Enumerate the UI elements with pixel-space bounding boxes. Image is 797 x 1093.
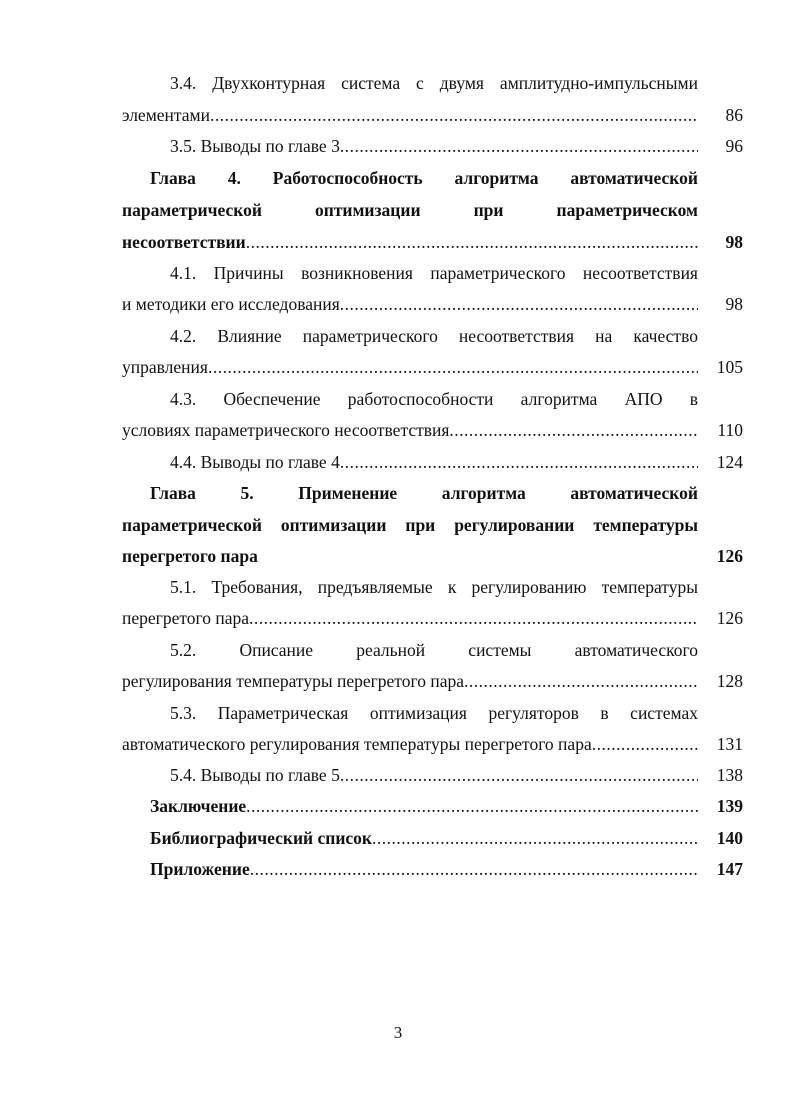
toc-3-4-text-1-word: двумя (439, 73, 484, 93)
toc-ch4-line-3 (122, 229, 698, 255)
toc-4-2-line-2 (122, 354, 698, 380)
toc-appendix-page: 147 (716, 859, 743, 879)
toc-5-3-line-1 (122, 700, 698, 726)
toc-ch5-line-2 (122, 512, 698, 538)
toc-3-4-text-1-word: Двухконтурная (212, 73, 326, 93)
toc-4-2-text-1-word: 4.2. (170, 326, 197, 346)
toc-ch4-text-3: несоответствии (122, 232, 246, 252)
toc-4-4-text: 4.4. Выводы по главе 4 (170, 452, 340, 472)
leader-dots (449, 417, 698, 443)
toc-4-3-text-1-word: алгоритма (520, 389, 598, 409)
toc-5-2-line-1 (122, 637, 698, 663)
toc-conclusion-page: 139 (716, 796, 743, 816)
toc-5-3-text-1-word: оптимизация (369, 703, 467, 723)
toc-ch5-text-3: перегретого пара (122, 546, 258, 566)
toc-4-3-text-1-word: Обеспечение (223, 389, 321, 409)
toc-5-3-text-1-word: Параметрическая (217, 703, 349, 723)
toc-ch4-text-1-word: алгоритма (454, 168, 539, 188)
toc-conclusion-text: Заключение (150, 796, 247, 816)
leader-dots (340, 291, 698, 317)
toc-ch5-page: 126 (716, 546, 743, 566)
toc-4-2-text-1-word: параметрического (302, 326, 438, 346)
toc-4-3-text-1-word: работоспособности (347, 389, 494, 409)
toc-4-1-text-1-word: параметрического (430, 263, 566, 283)
toc-appendix-line (150, 856, 698, 882)
toc-5-1-text-1-word: 5.1. (170, 577, 197, 597)
toc-ch4-text-1-word: автоматической (570, 168, 698, 188)
toc-5-3-text-1-word: 5.3. (170, 703, 197, 723)
toc-5-4-page: 138 (716, 765, 743, 785)
toc-5-2-page: 128 (716, 671, 743, 691)
leader-dots (340, 449, 698, 475)
toc-ch4-line-2 (122, 197, 698, 223)
toc-ch5-text-1-word: алгоритма (441, 483, 526, 503)
toc-ch4-line-1 (122, 165, 698, 191)
toc-bibliography-page: 140 (716, 828, 743, 848)
toc-3-4-text-1-word: система (341, 73, 401, 93)
toc-ch4-page: 98 (725, 232, 743, 252)
toc-5-1-page: 126 (716, 608, 743, 628)
toc-4-2-text-2: управления (122, 357, 208, 377)
toc-conclusion-line (150, 793, 698, 819)
toc-4-1-page: 98 (725, 294, 743, 314)
toc-5-2-text-1-word: реальной (356, 640, 426, 660)
leader-dots (372, 825, 698, 851)
leader-dots (210, 102, 698, 128)
toc-5-3-page: 131 (716, 734, 743, 754)
toc-5-1-text-1-word: предъявляемые (317, 577, 433, 597)
leader-dots (340, 133, 698, 159)
toc-5-1-text-1-word: регулированию (471, 577, 587, 597)
toc-ch5-text-1-word: Применение (298, 483, 398, 503)
toc-4-3-text-2: условиях параметрического несоответствия (122, 420, 450, 440)
toc-ch5-text-2-word: температуры (593, 515, 698, 535)
toc-bibliography-text: Библиографический список (150, 828, 373, 848)
toc-4-2-text-1-word: Влияние (217, 326, 282, 346)
toc-3-4-page: 86 (725, 105, 743, 125)
toc-4-2-text-1-word: качество (633, 326, 698, 346)
toc-3-5-line (122, 133, 698, 159)
toc-ch5-line-1 (122, 480, 698, 506)
toc-ch5-text-2-word: при (405, 515, 436, 535)
toc-5-2-text-2: регулирования температуры перегретого пара (122, 671, 464, 691)
toc-5-3-text-1-word: в (600, 703, 609, 723)
toc-3-4-text-1-word: с (416, 73, 424, 93)
toc-4-3-page: 110 (717, 420, 743, 440)
toc-ch5-text-2-word: параметрической (122, 515, 262, 535)
toc-4-2-text-1-word: несоответствия (458, 326, 575, 346)
toc-4-3-line-2 (122, 417, 698, 443)
leader-dots (246, 793, 698, 819)
toc-4-1-text-1-word: Причины (213, 263, 284, 283)
toc-ch5-text-2-word: регулировании (454, 515, 575, 535)
toc-4-1-text-1-word: несоответствия (582, 263, 698, 283)
toc-ch5-text-2-word: оптимизации (280, 515, 387, 535)
toc-5-3-text-1-word: системах (630, 703, 698, 723)
toc-5-3-text-1-word: регуляторов (488, 703, 579, 723)
toc-4-1-text-1-word: возникновения (301, 263, 413, 283)
toc-ch4-text-2-word: параметрической (122, 200, 262, 220)
leader-dots (464, 668, 698, 694)
toc-ch5-line-3 (122, 543, 698, 569)
toc-ch4-text-2-word: оптимизации (314, 200, 421, 220)
toc-5-2-line-2 (122, 668, 698, 694)
toc-ch4-text-2-word: при (473, 200, 504, 220)
leader-dots (250, 856, 698, 882)
toc-5-1-text-1-word: температуры (601, 577, 698, 597)
toc-5-1-text-1-word: к (447, 577, 457, 597)
toc-5-1-line-1 (122, 574, 698, 600)
toc-4-3-line-1 (122, 386, 698, 412)
toc-5-2-text-1-word: автоматического (574, 640, 698, 660)
leader-dots (249, 605, 698, 631)
toc-4-2-text-1-word: на (595, 326, 613, 346)
toc-4-1-line-2 (122, 291, 698, 317)
leader-dots (592, 731, 698, 757)
toc-ch4-text-1-word: 4. (227, 168, 241, 188)
toc-ch4-text-1-word: Работоспособность (272, 168, 423, 188)
toc-ch4-text-2-word: параметрическом (556, 200, 698, 220)
toc-4-2-line-1 (122, 323, 698, 349)
toc-appendix-text: Приложение (150, 859, 250, 879)
toc-5-1-line-2 (122, 605, 698, 631)
toc-3-4-text-1-word: 3.4. (170, 73, 197, 93)
toc-5-1-text-2: перегретого пара (122, 608, 250, 628)
toc-5-4-text: 5.4. Выводы по главе 5 (170, 765, 340, 785)
toc-4-4-page: 124 (716, 452, 743, 472)
toc-3-5-page: 96 (725, 136, 743, 156)
toc-5-4-line (122, 762, 698, 788)
toc-3-4-text-1-word: амплитудно-импульсными (499, 73, 698, 93)
page-number: 3 (393, 1023, 403, 1042)
toc-5-3-text-2: автоматического регулирования температуры перегретого пара (122, 734, 592, 754)
toc-bibliography-line (150, 825, 698, 851)
toc-ch4-text-1-word: Глава (150, 168, 196, 188)
toc-ch5-text-1-word: 5. (240, 483, 254, 503)
toc-3-4-text-2: элементами (122, 105, 210, 125)
leader-dots (340, 762, 698, 788)
toc-4-1-text-2: и методики его исследования (122, 294, 340, 314)
toc-5-1-text-1-word: Требования, (211, 577, 303, 597)
toc-4-1-text-1-word: 4.1. (170, 263, 197, 283)
toc-4-3-text-1-word: в (689, 389, 698, 409)
toc-3-5-text: 3.5. Выводы по главе 3 (170, 136, 340, 156)
toc-3-4-line-1 (122, 70, 698, 96)
toc-5-3-line-2 (122, 731, 698, 757)
leader-dots (208, 354, 698, 380)
toc-5-2-text-1-word: системы (468, 640, 532, 660)
toc-5-2-text-1-word: Описание (239, 640, 314, 660)
toc-4-3-text-1-word: 4.3. (170, 389, 197, 409)
leader-dots (246, 229, 698, 255)
toc-ch5-text-1-word: Глава (150, 483, 196, 503)
toc-5-2-text-1-word: 5.2. (170, 640, 197, 660)
toc-4-1-line-1 (122, 260, 698, 286)
toc-3-4-line-2 (122, 102, 698, 128)
toc-4-3-text-1-word: АПО (624, 389, 663, 409)
toc-4-4-line (122, 449, 698, 475)
toc-4-2-page: 105 (716, 357, 743, 377)
toc-ch5-text-1-word: автоматической (570, 483, 698, 503)
